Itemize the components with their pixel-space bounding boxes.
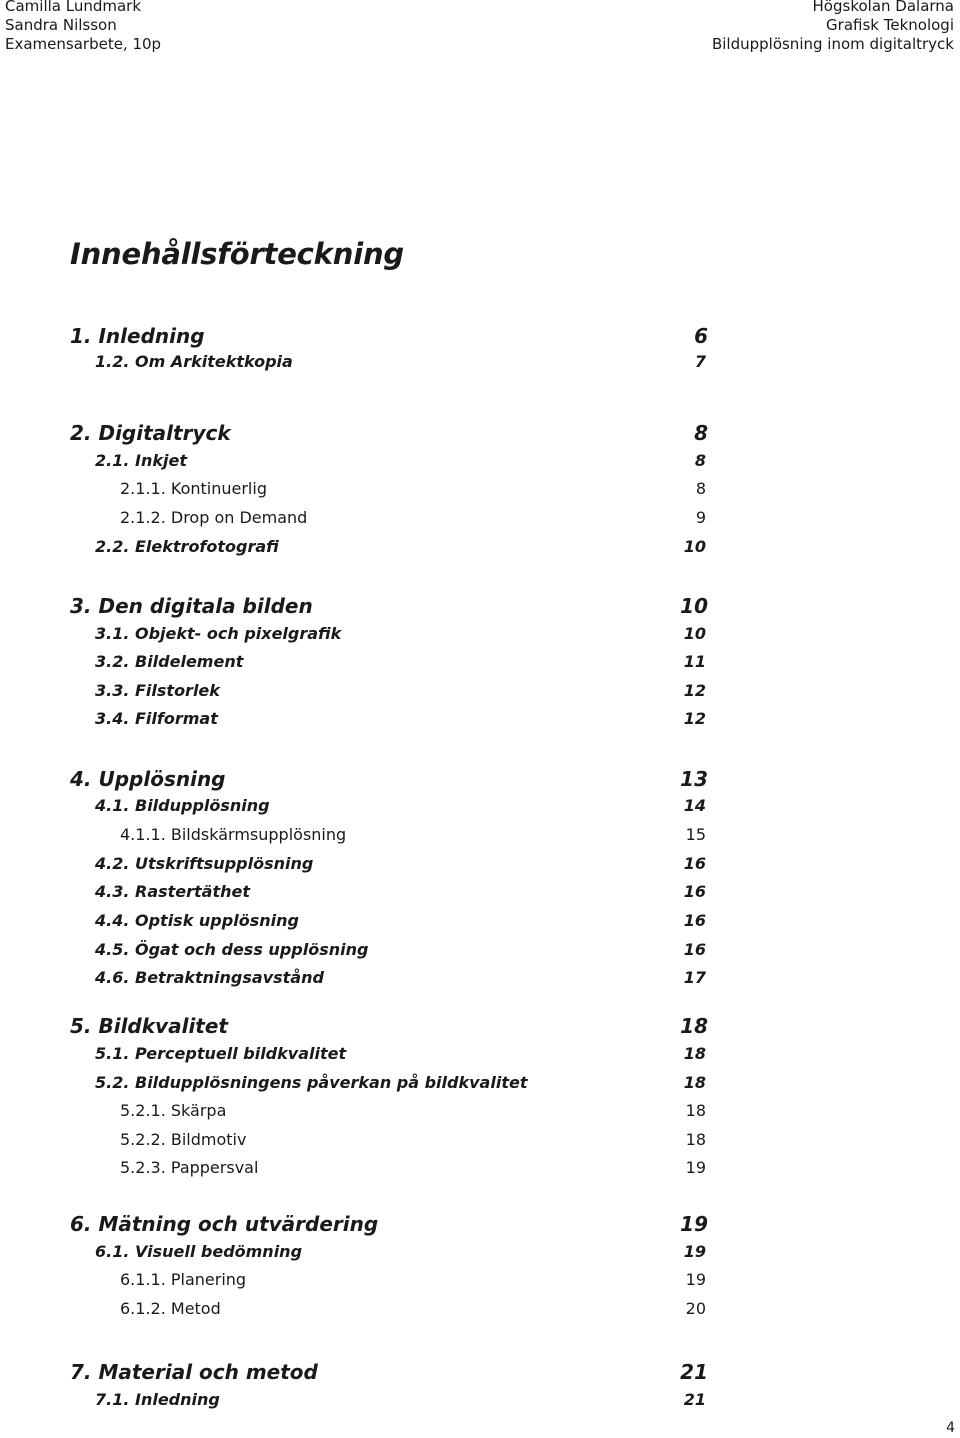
toc-entry-label: 4.6. Betraktningsavstånd (95, 968, 324, 987)
header-right (712, 0, 954, 54)
toc-entry[interactable] (120, 1099, 706, 1123)
toc-entry-label: 6.1.2. Metod (120, 1299, 221, 1318)
toc-entry-page: 7 (694, 352, 706, 371)
course: Examensarbete, 10p (5, 35, 162, 53)
toc-entry[interactable] (95, 622, 706, 646)
toc-entry[interactable] (95, 1388, 706, 1412)
toc-entry-label: 6.1.1. Planering (120, 1270, 247, 1289)
toc-entry[interactable] (95, 880, 706, 904)
toc-entry-label: 5.2. Bildupplösningens påverkan på bildkvalitet (95, 1073, 528, 1092)
toc-entry-page: 18 (683, 1044, 706, 1063)
toc-entry-page: 15 (685, 825, 706, 844)
toc-entry-page: 19 (683, 1242, 706, 1261)
toc-entry-label: 4.5. Ögat och dess upplösning (95, 940, 369, 959)
toc-entry[interactable] (95, 794, 706, 818)
page-title: Innehållsförteckning (70, 237, 404, 271)
toc-entry-label: 3.4. Filformat (95, 709, 218, 728)
toc-entry[interactable] (120, 477, 706, 501)
toc-entry[interactable] (95, 535, 706, 559)
toc-entry[interactable] (120, 1268, 706, 1292)
toc-entry-page: 9 (695, 508, 706, 527)
toc-entry-label: 2. Digitaltryck (70, 421, 231, 445)
toc-entry-page: 8 (694, 421, 708, 445)
toc-entry[interactable] (70, 322, 708, 350)
toc-entry-label: 5. Bildkvalitet (70, 1014, 228, 1038)
toc-entry-label: 2.1.1. Kontinuerlig (120, 479, 267, 498)
toc-entry-page: 21 (683, 1390, 706, 1409)
toc-entry-page: 13 (680, 767, 708, 791)
toc-entry-page: 8 (695, 479, 706, 498)
toc-entry-page: 16 (683, 940, 706, 959)
toc-entry-label: 2.1.2. Drop on Demand (120, 508, 308, 527)
toc-entry[interactable] (120, 1297, 706, 1321)
toc-entry-page: 17 (683, 968, 706, 987)
toc-entry-page: 14 (683, 796, 706, 815)
toc-entry-page: 18 (683, 1073, 706, 1092)
header-left (5, 0, 161, 54)
toc-entry-page: 18 (685, 1101, 706, 1120)
toc-entry-label: 3.1. Objekt- och pixelgrafik (95, 624, 342, 643)
toc-entry-page: 16 (683, 854, 706, 873)
toc-entry-page: 11 (683, 652, 706, 671)
toc-entry-page: 12 (683, 709, 706, 728)
toc-entry-label: 2.1. Inkjet (95, 451, 187, 470)
toc-entry-label: 6.1. Visuell bedömning (95, 1242, 303, 1261)
toc-entry-label: 6. Mätning och utvärdering (70, 1212, 379, 1236)
toc-entry[interactable] (95, 966, 706, 990)
toc-entry-page: 10 (683, 537, 706, 556)
toc-entry-page: 18 (680, 1014, 708, 1038)
toc-entry-label: 4.1. Bildupplösning (95, 796, 270, 815)
toc-entry[interactable] (95, 938, 706, 962)
toc-entry[interactable] (95, 1042, 706, 1066)
toc-entry[interactable] (120, 823, 706, 847)
toc-entry[interactable] (95, 1071, 706, 1095)
department: Grafisk Teknologi (826, 16, 954, 34)
toc-entry-label: 4.4. Optisk upplösning (95, 911, 299, 930)
toc-entry[interactable] (95, 679, 706, 703)
toc-entry-page: 16 (683, 911, 706, 930)
toc-entry-page: 20 (685, 1299, 706, 1318)
toc-entry-page: 6 (694, 324, 708, 348)
toc-entry[interactable] (95, 650, 706, 674)
toc-entry-label: 4.3. Rastertäthet (95, 882, 251, 901)
toc-entry[interactable] (70, 419, 708, 447)
institution: Högskolan Dalarna (812, 0, 954, 15)
toc-entry-label: 7.1. Inledning (95, 1390, 220, 1409)
toc-entry-page: 18 (685, 1130, 706, 1149)
toc-entry[interactable] (70, 1012, 708, 1040)
toc-entry-label: 5.1. Perceptuell bildkvalitet (95, 1044, 347, 1063)
toc-entry-label: 3.3. Filstorlek (95, 681, 220, 700)
toc-entry-label: 2.2. Elektrofotografi (95, 537, 279, 556)
toc-entry-page: 8 (694, 451, 706, 470)
toc-entry-label: 5.2.2. Bildmotiv (120, 1130, 247, 1149)
toc-entry-label: 4.2. Utskriftsupplösning (95, 854, 314, 873)
toc-entry[interactable] (70, 592, 708, 620)
toc-entry[interactable] (95, 852, 706, 876)
toc-entry[interactable] (120, 506, 706, 530)
author-2: Sandra Nilsson (5, 16, 117, 34)
toc-entry[interactable] (95, 1240, 706, 1264)
toc-entry-page: 19 (685, 1270, 706, 1289)
toc-entry-page: 10 (680, 594, 708, 618)
toc-entry-label: 4.1.1. Bildskärmsupplösning (120, 825, 347, 844)
toc-entry-page: 19 (685, 1158, 706, 1177)
toc-entry-page: 16 (683, 882, 706, 901)
toc-entry-page: 21 (680, 1360, 708, 1384)
toc-entry[interactable] (70, 765, 708, 793)
toc-entry[interactable] (95, 350, 706, 374)
thesis-title: Bildupplösning inom digitaltryck (711, 35, 954, 53)
toc-entry-label: 7. Material och metod (70, 1360, 318, 1384)
page-number: 4 (946, 1420, 955, 1436)
author-1: Camilla Lundmark (5, 0, 142, 15)
toc-entry-label: 4. Upplösning (70, 767, 226, 791)
toc-entry-label: 3. Den digitala bilden (70, 594, 313, 618)
toc-entry[interactable] (95, 449, 706, 473)
toc-entry[interactable] (120, 1156, 706, 1180)
toc-entry-label: 3.2. Bildelement (95, 652, 244, 671)
toc-entry-page: 19 (680, 1212, 708, 1236)
toc-entry[interactable] (70, 1358, 708, 1386)
toc-entry[interactable] (120, 1128, 706, 1152)
toc-entry-page: 12 (683, 681, 706, 700)
toc-entry-label: 1. Inledning (70, 324, 205, 348)
toc-entry[interactable] (70, 1210, 708, 1238)
toc-entry[interactable] (95, 707, 706, 731)
toc-entry[interactable] (95, 909, 706, 933)
toc-entry-label: 5.2.3. Pappersval (120, 1158, 259, 1177)
toc-entry-page: 10 (683, 624, 706, 643)
toc-entry-label: 1.2. Om Arkitektkopia (95, 352, 293, 371)
toc-entry-label: 5.2.1. Skärpa (120, 1101, 227, 1120)
